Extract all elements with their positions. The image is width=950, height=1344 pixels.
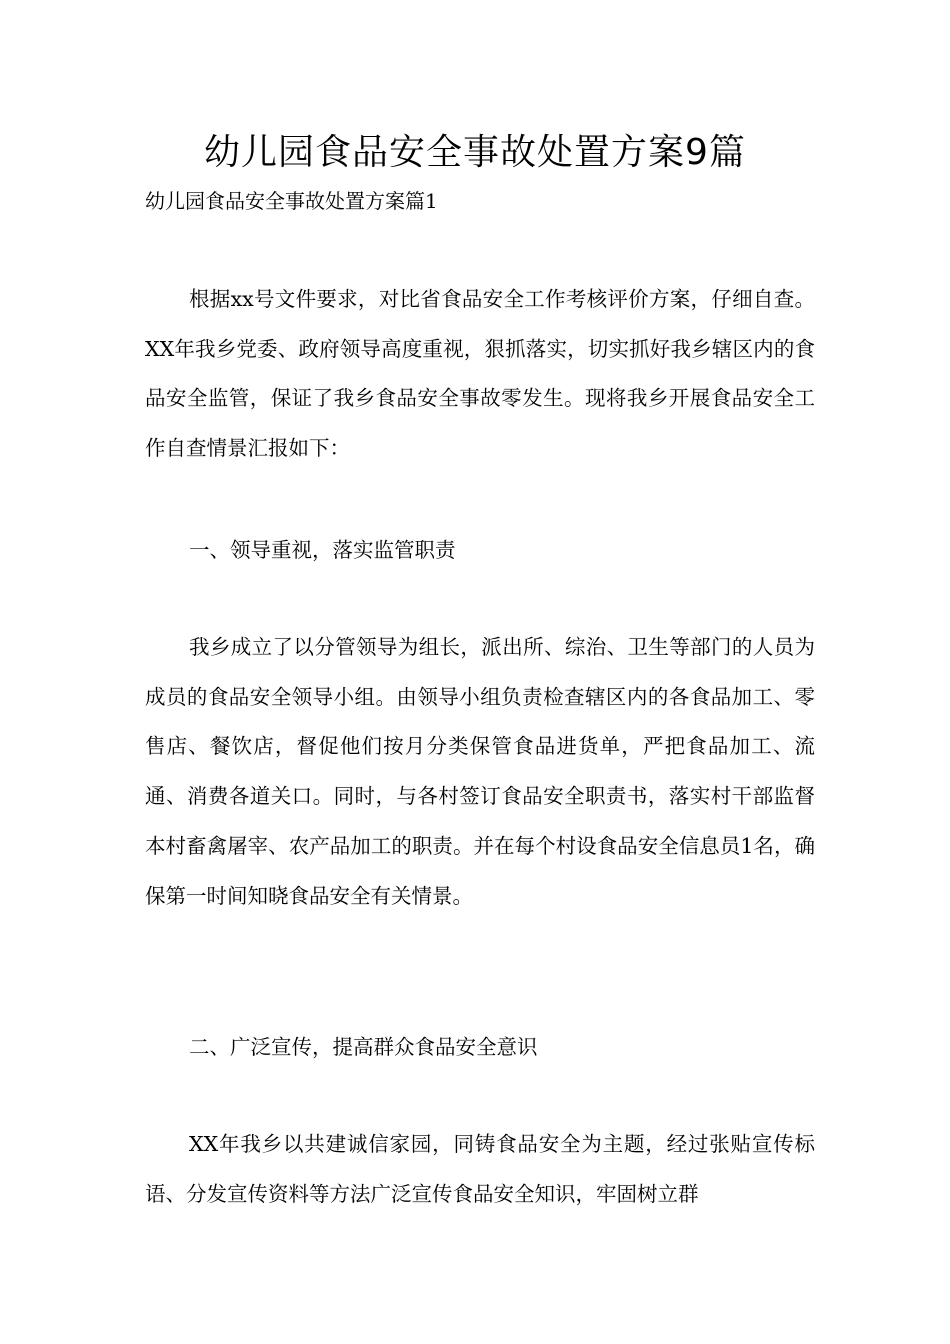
section-heading-2: 二、广泛宣传，提高群众食品安全意识 — [189, 1035, 538, 1059]
paragraph-section-2: XX年我乡以共建诚信家园，同铸食品安全为主题，经过张贴宣传标语、分发宣传资料等方法广泛宣传食品安全知识，牢固树立群 — [145, 1132, 815, 1206]
document-subtitle: 幼儿园食品安全事故处置方案篇1 — [145, 189, 438, 213]
section-heading-1: 一、领导重视，落实监管职责 — [189, 538, 456, 562]
paragraph-intro: 根据xx号文件要求，对比省食品安全工作考核评价方案，仔细自查。XX年我乡党委、政府领导高度重视，狠抓落实，切实抓好我乡辖区内的食品安全监管，保证了我乡食品安全事故零发生。现将我乡开展食品安全工作自查情景汇报如下： — [145, 287, 815, 461]
document-title: 幼儿园食品安全事故处置方案9篇 — [204, 132, 746, 173]
paragraph-section-1: 我乡成立了以分管领导为组长，派出所、综治、卫生等部门的人员为成员的食品安全领导小组。由领导小组负责检查辖区内的各食品加工、零售店、餐饮店，督促他们按月分类保管食品进货单，严把食品加工、流通、消费各道关口。同时，与各村签订食品安全职责书，落实村干部监督本村畜禽屠宰、农产品加工的职责。并在每个村设食品安全信息员1名，确保第一时间知晓食品安全有关情景。 — [145, 635, 815, 908]
